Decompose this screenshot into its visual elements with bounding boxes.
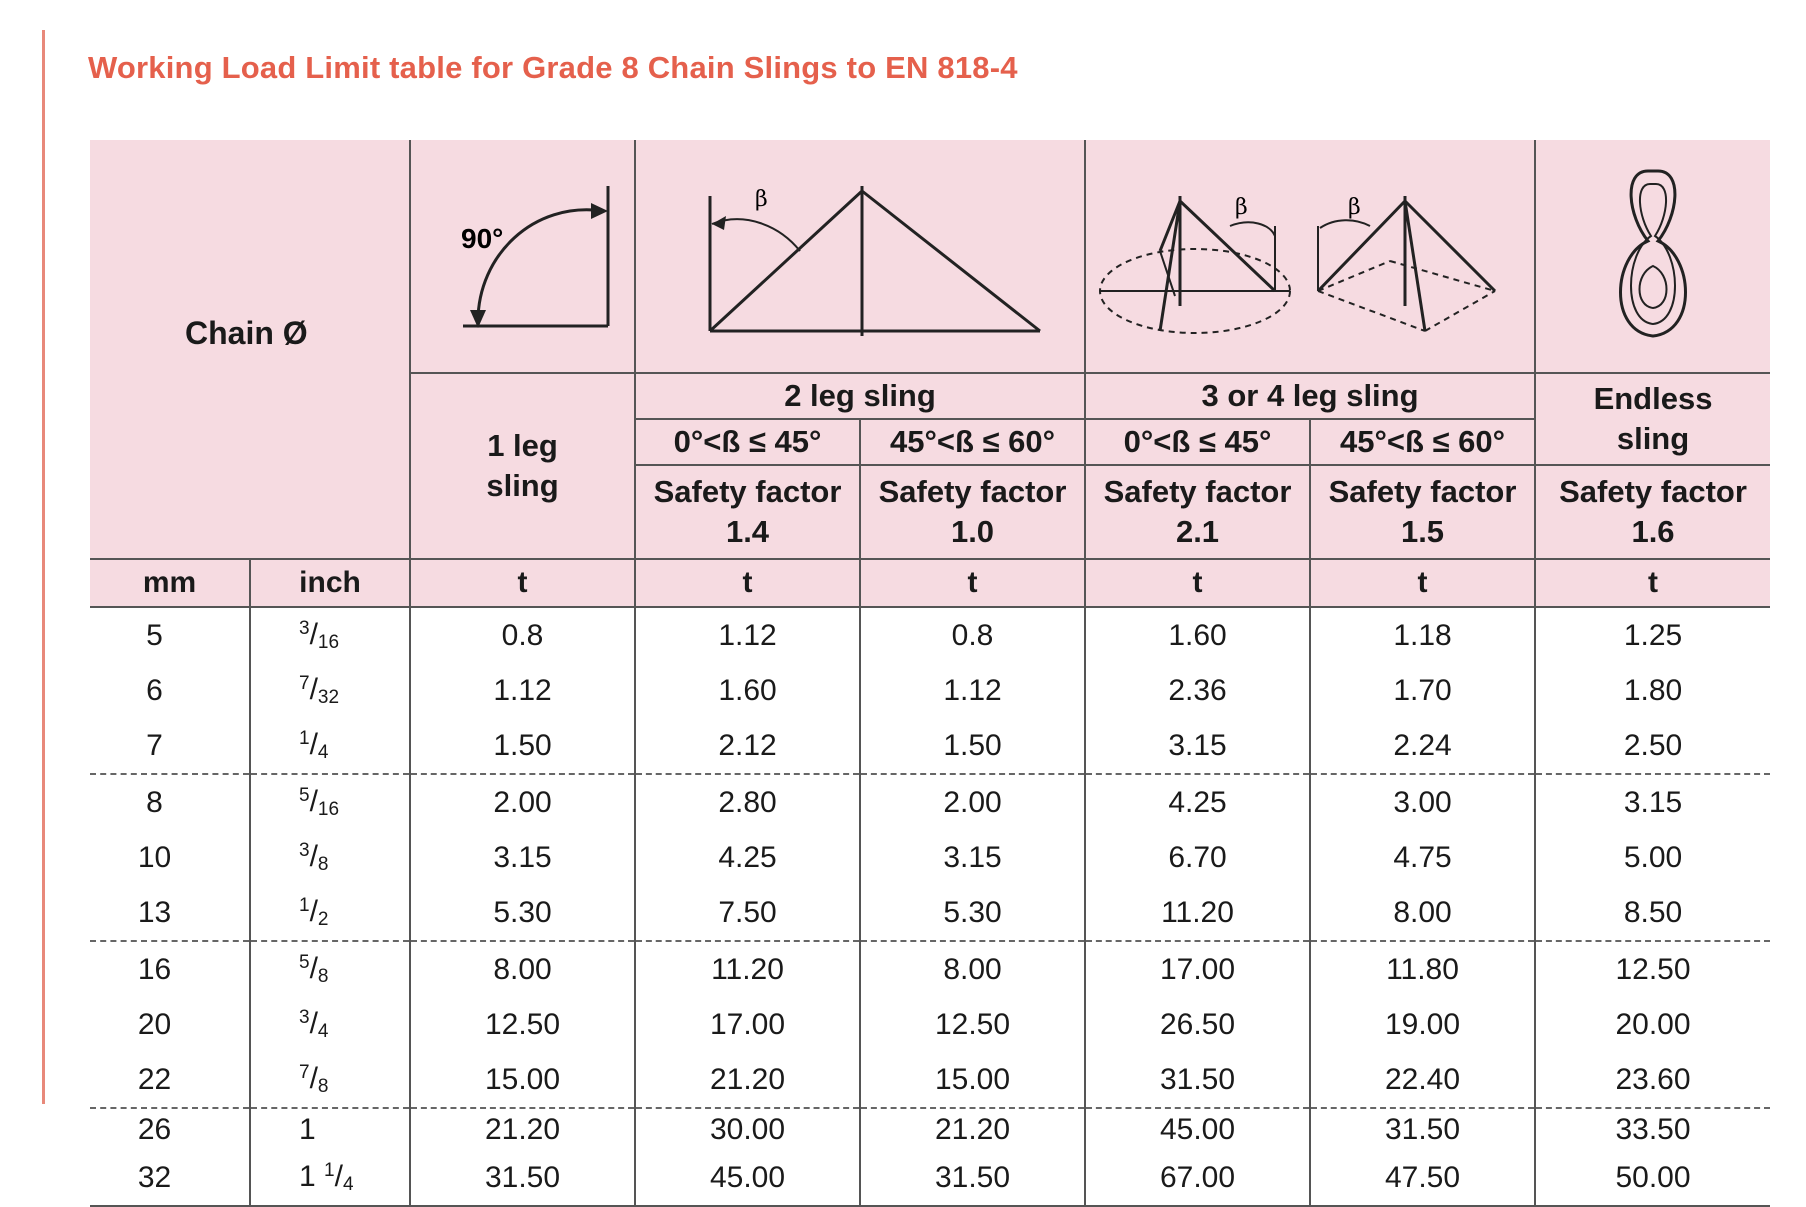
angle-34leg-low bbox=[1085, 419, 1310, 465]
table-row bbox=[90, 774, 1770, 830]
table-row bbox=[90, 941, 1770, 997]
inch-numerator: 1 bbox=[324, 1160, 335, 1181]
endless-sling-icon bbox=[1593, 156, 1713, 356]
table-row bbox=[90, 718, 1770, 774]
sf-34leg-high-label: Safety factor 1.5 bbox=[1328, 474, 1517, 549]
table-row bbox=[90, 885, 1770, 941]
unit-t-3: t bbox=[860, 559, 1085, 607]
endless-header bbox=[1535, 373, 1770, 465]
wll-value-cell: 11.20 bbox=[635, 941, 860, 997]
inch-cell bbox=[250, 774, 410, 830]
unit-mm: mm bbox=[90, 559, 250, 607]
wll-value-cell: 1.60 bbox=[635, 663, 860, 718]
angle-34leg-low-label: 0°<ß ≤ 45° bbox=[1123, 424, 1272, 459]
fraction-slash: / bbox=[309, 1007, 318, 1040]
inch-numerator: 1 bbox=[299, 728, 310, 749]
wll-value-cell: 21.20 bbox=[410, 1108, 635, 1150]
table-row bbox=[90, 1052, 1770, 1108]
wll-value-cell: 3.15 bbox=[860, 830, 1085, 885]
sf-2leg-high-label: Safety factor 1.0 bbox=[878, 474, 1067, 549]
wll-value-cell: 15.00 bbox=[860, 1052, 1085, 1108]
wll-value-cell: 8.00 bbox=[860, 941, 1085, 997]
three-four-leg-header bbox=[1085, 373, 1535, 419]
inch-cell bbox=[250, 997, 410, 1052]
wll-value-cell: 22.40 bbox=[1310, 1052, 1535, 1108]
mm-cell: 16 bbox=[137, 953, 172, 986]
inch-cell bbox=[250, 1052, 410, 1108]
wll-value-cell: 11.20 bbox=[1085, 885, 1310, 941]
wll-value-cell: 1.80 bbox=[1535, 663, 1770, 718]
wll-value-cell: 1.60 bbox=[1085, 607, 1310, 663]
two-leg-diagram-cell bbox=[635, 140, 1085, 373]
wll-value-cell: 45.00 bbox=[635, 1150, 860, 1206]
inch-denominator: 4 bbox=[317, 742, 329, 763]
wll-value-cell: 21.20 bbox=[635, 1052, 860, 1108]
inch-cell bbox=[250, 718, 410, 774]
wll-value-cell: 1.12 bbox=[635, 607, 860, 663]
fraction-slash: / bbox=[309, 728, 318, 761]
wll-value-cell: 6.70 bbox=[1085, 830, 1310, 885]
three-four-leg-label: 3 or 4 leg sling bbox=[1201, 378, 1419, 413]
margin-rule bbox=[42, 30, 45, 1104]
wll-value-cell: 1.18 bbox=[1310, 607, 1535, 663]
sf-2leg-low-label: Safety factor 1.4 bbox=[653, 474, 842, 549]
two-leg-header bbox=[635, 373, 1085, 419]
inch-numerator: 7 bbox=[299, 673, 310, 694]
wll-value-cell: 1.50 bbox=[860, 718, 1085, 774]
unit-inch: inch bbox=[250, 559, 410, 607]
inch-denominator: 16 bbox=[317, 799, 340, 820]
fraction-slash: / bbox=[309, 673, 318, 706]
fraction-slash: / bbox=[309, 618, 318, 651]
fraction-slash: / bbox=[309, 895, 318, 928]
wll-value-cell: 2.00 bbox=[860, 774, 1085, 830]
wll-value-cell: 3.15 bbox=[1085, 718, 1310, 774]
inch-whole: 1 bbox=[299, 1113, 316, 1146]
fraction-slash: / bbox=[309, 840, 318, 873]
mm-cell: 8 bbox=[146, 786, 163, 819]
wll-value-cell: 12.50 bbox=[410, 997, 635, 1052]
inch-cell bbox=[250, 607, 410, 663]
wll-value-cell: 50.00 bbox=[1535, 1150, 1770, 1206]
wll-value-cell: 3.15 bbox=[410, 830, 635, 885]
angle-2leg-low-label: 0°<ß ≤ 45° bbox=[673, 424, 822, 459]
wll-value-cell: 7.50 bbox=[635, 885, 860, 941]
wll-value-cell: 4.25 bbox=[635, 830, 860, 885]
wll-value-cell: 1.12 bbox=[860, 663, 1085, 718]
mm-cell: 22 bbox=[90, 1052, 250, 1108]
inch-numerator: 3 bbox=[299, 618, 310, 639]
unit-t-1: t bbox=[410, 559, 635, 607]
wll-value-cell: 19.00 bbox=[1310, 997, 1535, 1052]
wll-value-cell: 31.50 bbox=[860, 1150, 1085, 1206]
inch-denominator: 32 bbox=[317, 687, 340, 708]
wll-table-body bbox=[90, 607, 1770, 1206]
unit-t-4: t bbox=[1085, 559, 1310, 607]
wll-value-cell: 45.00 bbox=[1085, 1108, 1310, 1150]
mm-cell: 32 bbox=[90, 1150, 250, 1206]
inch-cell bbox=[250, 885, 410, 941]
beta-label: β bbox=[755, 187, 768, 212]
wll-value-cell: 21.20 bbox=[860, 1108, 1085, 1150]
wll-value-cell: 15.00 bbox=[410, 1052, 635, 1108]
inch-denominator: 8 bbox=[317, 1076, 329, 1097]
two-leg-sling-icon bbox=[640, 156, 1080, 356]
inch-numerator: 1 bbox=[299, 895, 310, 916]
wll-value-cell: 5.30 bbox=[410, 885, 635, 941]
wll-value-cell: 3.00 bbox=[1310, 774, 1535, 830]
angle-34leg-high-label: 45°<ß ≤ 60° bbox=[1339, 424, 1506, 459]
wll-value-cell: 26.50 bbox=[1085, 997, 1310, 1052]
sf-endless-label: Safety factor 1.6 bbox=[1559, 474, 1747, 549]
wll-table bbox=[90, 140, 1770, 1207]
inch-cell bbox=[250, 830, 410, 885]
wll-value-cell: 2.50 bbox=[1535, 718, 1770, 774]
wll-value-cell: 4.75 bbox=[1310, 830, 1535, 885]
mm-cell: 6 bbox=[146, 674, 163, 707]
angle-2leg-high bbox=[860, 419, 1085, 465]
wll-value-cell: 31.50 bbox=[1085, 1052, 1310, 1108]
wll-value-cell: 11.80 bbox=[1310, 941, 1535, 997]
inch-whole: 1 bbox=[299, 1160, 325, 1193]
table-row bbox=[90, 663, 1770, 718]
wll-value-cell: 2.24 bbox=[1310, 718, 1535, 774]
inch-denominator: 8 bbox=[317, 966, 329, 987]
sf-34leg-high bbox=[1310, 465, 1535, 559]
table-row bbox=[90, 830, 1770, 885]
beta-label-right: β bbox=[1348, 195, 1361, 220]
wll-value-cell: 23.60 bbox=[1535, 1052, 1770, 1108]
inch-cell bbox=[250, 1150, 410, 1206]
sf-2leg-low bbox=[635, 465, 860, 559]
table-row bbox=[90, 1150, 1770, 1206]
inch-denominator: 4 bbox=[317, 1021, 329, 1042]
wll-value-cell: 2.12 bbox=[635, 718, 860, 774]
mm-cell: 26 bbox=[137, 1113, 172, 1146]
wll-value-cell: 2.00 bbox=[410, 774, 635, 830]
wll-value-cell: 8.50 bbox=[1535, 885, 1770, 941]
inch-numerator: 3 bbox=[299, 840, 310, 861]
inch-denominator: 8 bbox=[317, 854, 329, 875]
inch-numerator: 5 bbox=[299, 785, 310, 806]
two-leg-label: 2 leg sling bbox=[784, 378, 936, 413]
wll-value-cell: 1.12 bbox=[410, 663, 635, 718]
inch-numerator: 7 bbox=[299, 1062, 310, 1083]
wll-value-cell: 12.50 bbox=[860, 997, 1085, 1052]
mm-cell: 5 bbox=[146, 619, 163, 652]
wll-value-cell: 0.8 bbox=[410, 607, 635, 663]
inch-denominator: 4 bbox=[342, 1174, 354, 1195]
inch-numerator: 5 bbox=[299, 952, 310, 973]
wll-value-cell: 5.00 bbox=[1535, 830, 1770, 885]
wll-value-cell: 2.80 bbox=[635, 774, 860, 830]
sf-2leg-high bbox=[860, 465, 1085, 559]
fraction-slash: / bbox=[309, 952, 318, 985]
wll-value-cell: 31.50 bbox=[1310, 1108, 1535, 1150]
wll-value-cell: 30.00 bbox=[635, 1108, 860, 1150]
wll-value-cell: 31.50 bbox=[410, 1150, 635, 1206]
wll-value-cell: 1.70 bbox=[1310, 663, 1535, 718]
page-title: Working Load Limit table for Grade 8 Chain Slings to EN 818-4 bbox=[88, 50, 1018, 85]
unit-t-5: t bbox=[1310, 559, 1535, 607]
endless-diagram-cell bbox=[1535, 140, 1770, 373]
angle-90-label: 90° bbox=[460, 223, 503, 254]
table-row bbox=[90, 997, 1770, 1052]
wll-value-cell: 2.36 bbox=[1085, 663, 1310, 718]
wll-value-cell: 3.15 bbox=[1535, 774, 1770, 830]
wll-value-cell: 4.25 bbox=[1085, 774, 1310, 830]
wll-value-cell: 33.50 bbox=[1535, 1108, 1770, 1150]
endless-label: Endless sling bbox=[1593, 381, 1713, 456]
unit-t-2: t bbox=[635, 559, 860, 607]
table-row bbox=[90, 1108, 1770, 1150]
wll-value-cell: 5.30 bbox=[860, 885, 1085, 941]
one-leg-sling-icon bbox=[423, 156, 623, 356]
inch-cell bbox=[250, 941, 410, 997]
unit-t-6: t bbox=[1535, 559, 1770, 607]
sf-34leg-low bbox=[1085, 465, 1310, 559]
chain-diameter-header bbox=[90, 140, 410, 559]
sf-34leg-low-label: Safety factor 2.1 bbox=[1103, 474, 1292, 549]
wll-table-wrapper bbox=[90, 140, 1770, 1207]
wll-value-cell: 1.50 bbox=[410, 718, 635, 774]
table-row bbox=[90, 607, 1770, 663]
three-four-leg-diagram-cell bbox=[1085, 140, 1535, 373]
wll-value-cell: 8.00 bbox=[1310, 885, 1535, 941]
three-four-leg-sling-icon bbox=[1090, 156, 1530, 356]
mm-cell: 7 bbox=[90, 718, 250, 774]
wll-value-cell: 47.50 bbox=[1310, 1150, 1535, 1206]
fraction-slash: / bbox=[309, 1062, 318, 1095]
wll-value-cell: 67.00 bbox=[1085, 1150, 1310, 1206]
inch-denominator: 16 bbox=[317, 632, 340, 653]
one-leg-header bbox=[410, 373, 635, 559]
wll-value-cell: 8.00 bbox=[410, 941, 635, 997]
one-leg-label: 1 leg sling bbox=[486, 428, 559, 503]
mm-cell: 10 bbox=[137, 841, 172, 874]
mm-cell: 13 bbox=[90, 885, 250, 941]
mm-cell: 20 bbox=[137, 1008, 172, 1041]
angle-34leg-high bbox=[1310, 419, 1535, 465]
inch-numerator: 3 bbox=[299, 1007, 310, 1028]
wll-value-cell: 20.00 bbox=[1535, 997, 1770, 1052]
fraction-slash: / bbox=[309, 785, 318, 818]
angle-2leg-high-label: 45°<ß ≤ 60° bbox=[889, 424, 1056, 459]
angle-2leg-low bbox=[635, 419, 860, 465]
wll-value-cell: 17.00 bbox=[1085, 941, 1310, 997]
one-leg-diagram-cell bbox=[410, 140, 635, 373]
beta-label-left: β bbox=[1235, 195, 1248, 220]
wll-value-cell: 12.50 bbox=[1535, 941, 1770, 997]
inch-cell bbox=[250, 663, 410, 718]
inch-cell bbox=[250, 1108, 410, 1150]
wll-value-cell: 1.25 bbox=[1535, 607, 1770, 663]
wll-value-cell: 17.00 bbox=[635, 997, 860, 1052]
chain-label: Chain Ø bbox=[185, 315, 308, 351]
inch-denominator: 2 bbox=[317, 909, 329, 930]
fraction-slash: / bbox=[334, 1160, 343, 1193]
wll-value-cell: 0.8 bbox=[860, 607, 1085, 663]
sf-endless bbox=[1535, 465, 1770, 559]
